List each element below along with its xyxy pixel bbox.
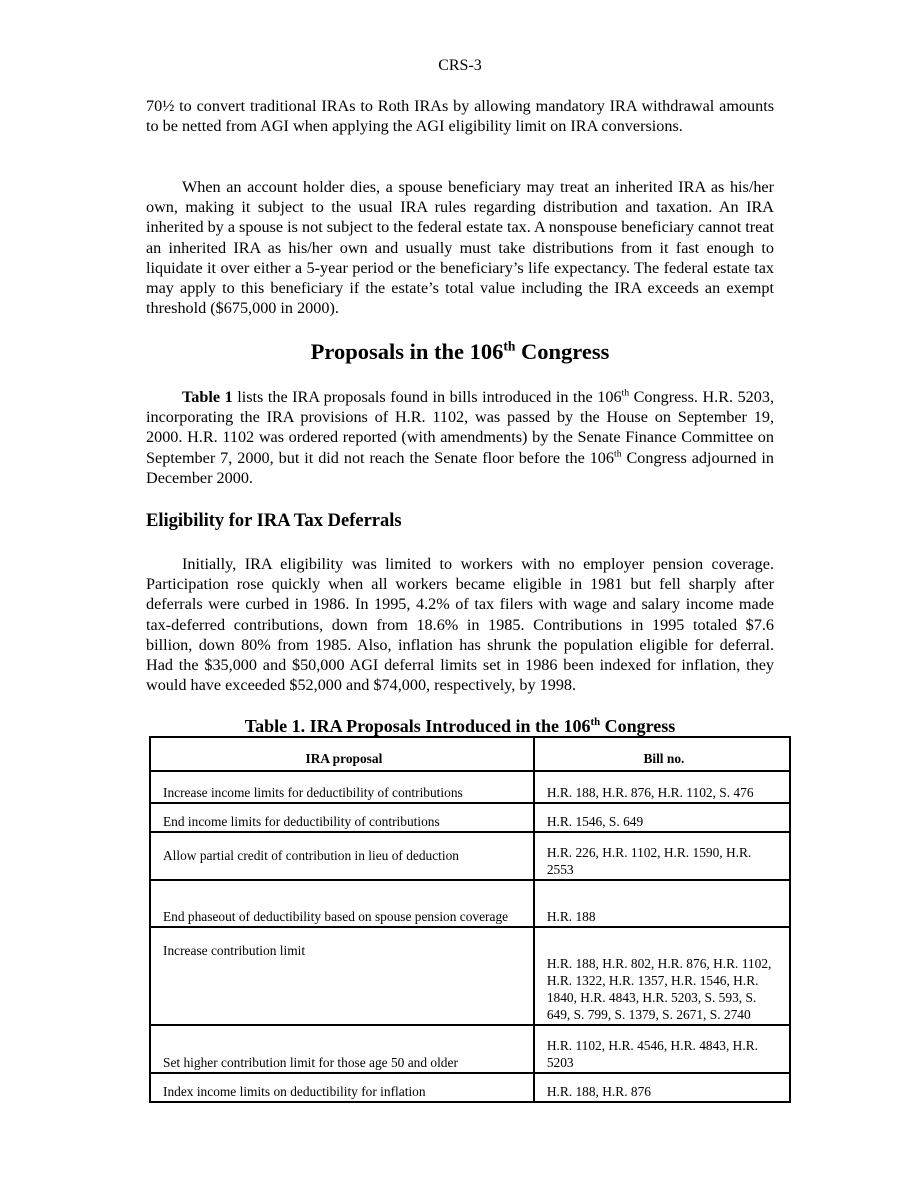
- proposal-cell: Set higher contribution limit for those age 50 and older: [150, 1025, 534, 1073]
- column-header-bill: Bill no.: [534, 737, 790, 771]
- table-row: [150, 927, 790, 1025]
- section-title: [0, 338, 920, 366]
- paragraph-table-intro: [146, 387, 774, 488]
- table-row: [150, 803, 790, 832]
- column-header-proposal: IRA proposal: [150, 737, 534, 771]
- bill-cell: H.R. 1546, S. 649: [534, 803, 790, 832]
- table-row: [150, 1073, 790, 1102]
- paragraph-eligibility: Initially, IRA eligibility was limited to workers with no employer pension coverage. Participation rose quickly when all workers became eligible in 1981 but fell sharply after deferrals were curbed in 1986. In 1995, 4.2% of tax filers with wage and salary income made tax-deferred contributions, down from 18.6% in 1985. Contributions in 1995 totaled $7.6 billion, down 80% from 1985. Also, inflation has shrunk the population eligible for deferral. Had the $35,000 and $50,000 AGI deferral limits set in 1986 been indexed for inflation, they would have exceeded $52,000 and $74,000, respectively, by 1998.: [146, 555, 774, 695]
- table-header-row: [150, 737, 790, 771]
- paragraph-roth-conversion: 70½ to convert traditional IRAs to Roth IRAs by allowing mandatory IRA withdrawal amounts to be netted from AGI when applying the AGI eligibility limit on IRA conversions.: [146, 97, 774, 136]
- paragraph-inherited-ira: When an account holder dies, a spouse beneficiary may treat an inherited IRA as his/her own, making it subject to the usual IRA rules regarding distribution and taxation. An IRA inherited by a spouse is not subject to the federal estate tax. A nonspouse beneficiary cannot treat an inherited IRA as his/her own and usually must take distributions from it fast enough to liquidate it over either a 5-year period or the beneficiary’s life expectancy. The federal estate tax may apply to this beneficiary if the estate’s total value including the IRA exceeds an exempt threshold ($675,000 in 2000).: [146, 178, 774, 318]
- proposal-cell: End phaseout of deductibility based on spouse pension coverage: [150, 880, 534, 927]
- bill-cell: H.R. 188, H.R. 876: [534, 1073, 790, 1102]
- table-row: [150, 880, 790, 927]
- paragraph-table-intro-c: Congress adjourned in December 2000.: [146, 448, 774, 487]
- table-title-sup: th: [590, 716, 601, 728]
- proposal-cell: End income limits for deductibility of contributions: [150, 803, 534, 832]
- table-row: [150, 832, 790, 880]
- bill-cell: H.R. 188, H.R. 876, H.R. 1102, S. 476: [534, 771, 790, 803]
- paragraph-table-intro-b: Congress. H.R. 5203, incorporating the IRA provisions of H.R. 1102, was passed by the House on September 19, 2000. H.R. 1102 was ordered reported (with amendments) by the Senate Finance Committee on September 7, 2000, but it did not reach the Senate floor before the 106: [146, 388, 774, 467]
- table-row: [150, 1025, 790, 1073]
- bill-cell: H.R. 226, H.R. 1102, H.R. 1590, H.R. 2553: [534, 832, 790, 880]
- bill-cell: H.R. 188: [534, 880, 790, 927]
- paragraph-table-intro-a: lists the IRA proposals found in bills introduced in the 106: [232, 388, 622, 406]
- bill-cell: H.R. 1102, H.R. 4546, H.R. 4843, H.R. 5203: [534, 1025, 790, 1073]
- table-title: [0, 714, 920, 738]
- table-title-text: Table 1. IRA Proposals Introduced in the 106: [244, 716, 591, 736]
- section-title-sup: th: [503, 338, 516, 354]
- table-reference: Table 1: [182, 388, 233, 406]
- proposal-cell: Increase contribution limit: [150, 927, 534, 1025]
- proposal-cell: Allow partial credit of contribution in lieu of deduction: [150, 832, 534, 880]
- table-row: [150, 771, 790, 803]
- section-title-end: Congress: [515, 339, 610, 364]
- ira-proposals-table: [149, 736, 791, 1103]
- table-title-end: Congress: [600, 716, 676, 736]
- page-header: CRS-3: [438, 57, 482, 74]
- subsection-title: Eligibility for IRA Tax Deferrals: [146, 511, 402, 531]
- ordinal-sup: th: [614, 448, 622, 460]
- proposal-cell: Index income limits on deductibility for inflation: [150, 1073, 534, 1102]
- bill-cell: H.R. 188, H.R. 802, H.R. 876, H.R. 1102, H.R. 1322, H.R. 1357, H.R. 1546, H.R. 1840, H.R. 4843, H.R. 5203, S. 593, S. 649, S. 799, S. 1379, S. 2671, S. 2740: [534, 927, 790, 1025]
- ordinal-sup: th: [621, 387, 630, 399]
- section-title-text: Proposals in the 106: [310, 339, 504, 364]
- proposal-cell: Increase income limits for deductibility of contributions: [150, 771, 534, 803]
